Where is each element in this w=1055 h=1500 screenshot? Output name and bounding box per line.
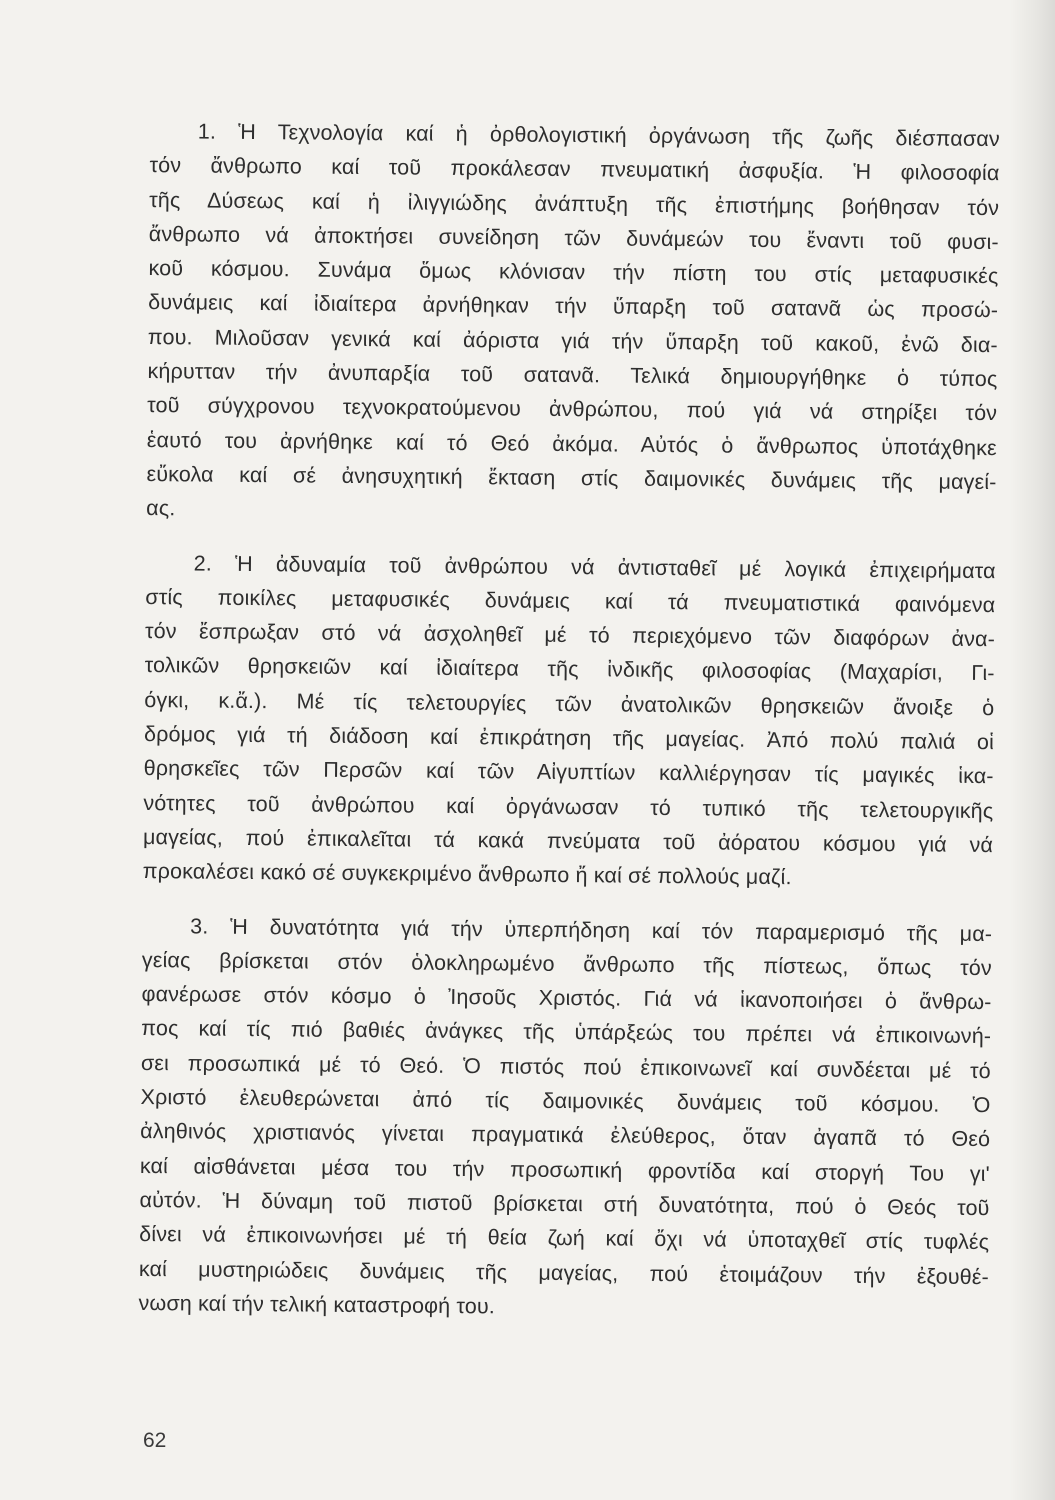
text-line: σει προσωπικά μέ τό Θεό. Ὁ πιστός πού ἐπικοινωνεῖ καί συνδέεται μέ τό — [140, 1050, 991, 1083]
text-line: φανέρωσε στόν κόσμο ὁ Ἰησοῦς Χριστός. Γιά νά ἱκανοποιήσει ὁ ἄνθρω- — [141, 982, 992, 1015]
text-line: όγκι, κ.ἄ.). Μέ τίς τελετουργίες τῶν ἀνατολικῶν θρησκειῶν ἄνοιξε ὁ — [144, 687, 995, 720]
text-line: 1. Ἡ Τεχνολογία καί ἡ ὀρθολογιστική ὀργάνωση τῆς ζωῆς διέσπασαν — [197, 119, 1000, 152]
text-line: κοῦ κόσμου. Συνάμα ὅμως κλόνισαν τήν πίστη του στίς μεταφυσικές — [148, 256, 999, 289]
body-text — [138, 114, 1000, 1348]
text-line: 3. Ἡ δυνατότητα γιά τήν ὑπερπήδηση καί τόν παραμερισμό τῆς μα- — [190, 913, 993, 946]
text-line: πος καί τίς πιό βαθιές ἀνάγκες τῆς ὑπάρξεώς του πρέπει νά ἐπικοινωνή- — [141, 1016, 992, 1049]
text-line: νότητες τοῦ ἀνθρώπου καί ὀργάνωσαν τό τυπικό τῆς τελετουργικῆς — [143, 790, 994, 823]
text-line: θρησκεῖες τῶν Περσῶν καί τῶν Αἰγυπτίων καλλιέργησαν τίς μαγικές ἱκα- — [143, 756, 994, 789]
text-line: δίνει νά ἐπικοινωνήσει μέ τή θεία ζωή καί ὄχι νά ὑποταχθεῖ στίς τυφλές — [139, 1222, 990, 1255]
paragraph-1 — [146, 114, 1000, 534]
text-line: εὔκολα καί σέ ἀνησυχητική ἔκταση στίς δαιμονικές δυνάμεις τῆς μαγεί- — [146, 461, 997, 495]
text-line: νωση καί τήν τελική καταστροφή του. — [138, 1290, 496, 1319]
text-line: ἄνθρωπο νά ἀποκτήσει συνείδηση τῶν δυνάμεών του ἔναντι τοῦ φυσι- — [148, 221, 999, 255]
text-line: αὐτόν. Ἡ δύναμη τοῦ πιστοῦ βρίσκεται στή δυνατότητα, πού ὁ Θεός τοῦ — [139, 1187, 990, 1221]
text-line: 2. Ἡ ἀδυναμία τοῦ ἀνθρώπου νά ἀντισταθεῖ μέ λογικά ἐπιχειρήματα — [193, 551, 996, 583]
text-line: καί μυστηριώδεις δυνάμεις τῆς μαγείας, πού ἑτοιμάζουν τήν ἐξουθέ- — [138, 1256, 989, 1289]
page-edge-shadow — [1009, 0, 1055, 1500]
text-line: μαγείας, πού ἐπικαλεῖται τά κακά πνεύματα τοῦ ἀόρατου κόσμου γιά νά — [142, 824, 994, 858]
text-line: ας. — [146, 496, 176, 521]
text-line: καί αἰσθάνεται μέσα του τήν προσωπική φροντίδα καί στοργή Του γι' — [139, 1153, 990, 1186]
text-line: ἀληθινός χριστιανός γίνεται πραγματικά ἐλεύθερος, ὅταν ἀγαπᾶ τό Θεό — [140, 1119, 991, 1152]
text-line: τῆς Δύσεως καί ἡ ἰλιγγιώδης ἀνάπτυξη τῆς ἐπιστήμης βοήθησαν τόν — [149, 187, 1000, 220]
text-line: γείας βρίσκεται στόν ὁλοκληρωμένο ἄνθρωπο τῆς πίστεως, ὅπως τόν — [141, 947, 992, 980]
text-line: τοῦ σύγχρονου τεχνοκρατούμενου ἀνθρώπου, πού γιά νά στηρίξει τόν — [147, 393, 998, 426]
paragraph-3 — [138, 908, 992, 1328]
text-line: τόν ἄνθρωπο καί τοῦ προκάλεσαν πνευματική ἀσφυξία. Ἡ φιλοσοφία — [149, 153, 1000, 186]
text-line: τολικῶν θρησκειῶν καί ἰδιαίτερα τῆς ἰνδικῆς φιλοσοφίας (Μαχαρίσι, Γι- — [144, 653, 995, 686]
text-line: που. Μιλοῦσαν γενικά καί ἀόριστα γιά τήν ὕπαρξη τοῦ κακοῦ, ἐνῶ δια- — [147, 324, 998, 357]
text-line: τόν ἔσπρωξαν στό νά ἀσχοληθεῖ μέ τό περιεχόμενο τῶν διαφόρων ἀνα- — [144, 619, 996, 652]
text-line: ἑαυτό του ἀρνήθηκε καί τό Θεό ἀκόμα. Αὐτός ὁ ἄνθρωπος ὑποτάχθηκε — [146, 427, 997, 460]
text-line: στίς ποικίλες μεταφυσικές δυνάμεις καί τά πνευματιστικά φαινόμενα — [145, 584, 996, 617]
text-line: Χριστό ἐλευθερώνεται ἀπό τίς δαιμονικές δυνάμεις τοῦ κόσμου. Ὁ — [140, 1084, 991, 1118]
text-line: δυνάμεις καί ἰδιαίτερα ἀρνήθηκαν τήν ὕπαρξη τοῦ σατανᾶ ὡς προσώ- — [148, 290, 999, 323]
page-number: 62 — [143, 1429, 167, 1452]
paragraph-2 — [143, 546, 996, 897]
text-line: δρόμος γιά τή διάδοση καί ἐπικράτηση τῆς μαγείας. Ἀπό πολύ παλιά οἱ — [143, 722, 995, 755]
text-line: προκαλέσει κακό σέ συγκεκριμένο ἄνθρωπο ἤ καί σέ πολλούς μαζί. — [142, 859, 792, 890]
text-line: κήρυτταν τήν ἀνυπαρξία τοῦ σατανᾶ. Τελικά δημιουργήθηκε ὁ τύπος — [147, 359, 998, 392]
